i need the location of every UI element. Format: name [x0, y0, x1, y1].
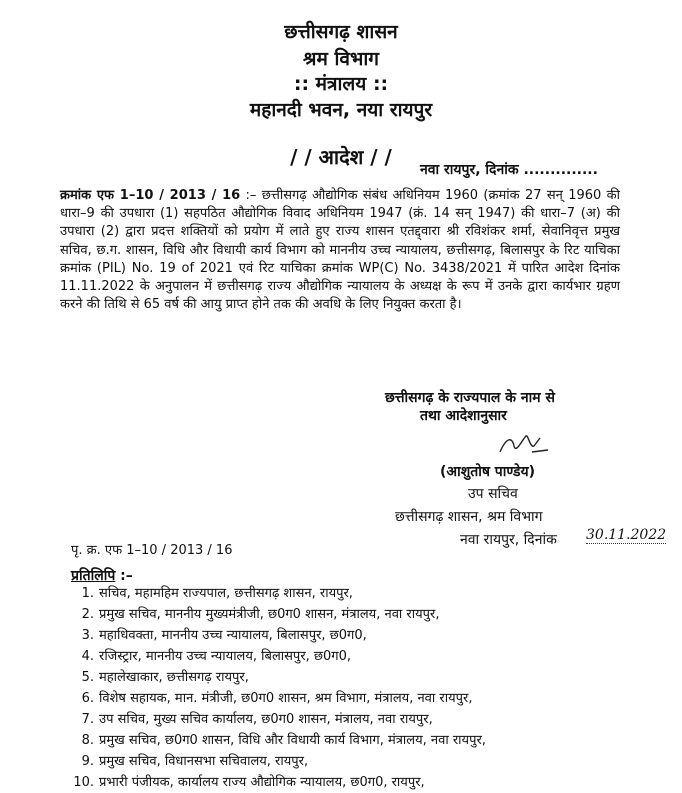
- order-text: :– छत्तीसगढ़ औद्योगिक संबंध अधिनियम 1960 (क्रमांक 27 सन् 1960 की धारा–9 की उपधारा (1) सहपठित औद्योगिक विवाद अधिनियम 1947 (क्रं. 14 सन् 1947) की धारा–7 (अ) की उपधारा (2) द्वारा प्रदत्त शक्तियों को प्रयोग में लाते हुए राज्य शासन एतद्द्वारा श्री रविशंकर शर्मा, सेवानिवृत्त प्रमुख सचिव, छ.ग. शासन, विधि और विधायी कार्य विभाग को माननीय उच्च न्यायालय, छत्तीसगढ़, बिलासपुर के रिट याचिका क्रमांक (PIL) No. 19 of 2021 एवं रिट याचिका क्रमांक WP(C) No. 3438/2021 में पारित आदेश दिनांक 11.11.2022 के अनुपालन में छत्तीसगढ़ राज्य औद्योगिक न्यायालय के अध्यक्ष के रूप में उनके द्वारा कार्यभार ग्रहण करने की तिथि से 65 वर्ष की आयु प्राप्त होने तक की अवधि के लिए नियुक्त करता है।: [60, 188, 620, 313]
- item-text: महालेखाकार, छत्तीसगढ़ रायपुर,: [99, 670, 249, 685]
- item-number: 10.: [73, 775, 94, 790]
- item-number: 8.: [81, 733, 94, 748]
- copy-to-suffix: :–: [115, 568, 133, 584]
- copy-recipient-list: [72, 583, 672, 793]
- item-text: विशेष सहायक, मान. मंत्रीजी, छ0ग0 शासन, श्रम विभाग, मंत्रालय, नवा रायपुर,: [99, 691, 473, 706]
- copy-reference: पृ. क्र. एफ 1–10 / 2013 / 16: [71, 543, 233, 558]
- item-text: महाधिवक्ता, माननीय उच्च न्यायालय, बिलासपुर, छ0ग0,: [99, 628, 367, 643]
- item-text: रजिस्ट्रार, माननीय उच्च न्यायालय, बिलासपुर, छ0ग0,: [99, 649, 352, 664]
- list-item: [72, 751, 672, 772]
- item-number: 4.: [81, 649, 94, 664]
- order-title: / / आदेश / /: [290, 145, 392, 169]
- handwritten-signature: [496, 430, 556, 460]
- list-item: [72, 646, 672, 667]
- copy-to-label: प्रतिलिपि: [71, 568, 116, 584]
- item-number: 9.: [81, 754, 94, 769]
- list-item: [72, 730, 672, 751]
- item-text: प्रमुख सचिव, छ0ग0 शासन, विधि और विधायी कार्य विभाग, मंत्रालय, नवा रायपुर,: [99, 733, 486, 748]
- list-item: [72, 604, 672, 625]
- item-text: प्रमुख सचिव, विधानसभा सचिवालय, रायपुर,: [99, 754, 309, 769]
- signature-authority-line: छत्तीसगढ़ के राज्यपाल के नाम से: [385, 390, 555, 406]
- header-department: श्रम विभाग: [303, 48, 379, 70]
- list-item: [72, 583, 672, 604]
- header-government: छत्तीसगढ़ शासन: [284, 21, 398, 43]
- signatory-name: (आशुतोष पाण्डेय): [440, 464, 536, 480]
- item-text: सचिव, महामहिम राज्यपाल, छत्तीसगढ़ शासन, रायपुर,: [99, 586, 353, 601]
- signature-date-value: 30.11.2022: [586, 527, 667, 543]
- header-address: महानदी भवन, नया रायपुर: [249, 99, 433, 121]
- list-item: [72, 772, 672, 793]
- list-item: [72, 625, 672, 646]
- signatory-department: छत्तीसगढ़ शासन, श्रम विभाग: [395, 509, 543, 525]
- item-text: प्रभारी पंजीयक, कार्यालय राज्य औद्योगिक न्यायालय, छ0ग0, रायपुर,: [99, 775, 425, 790]
- order-date-line: नवा रायपुर, दिनांक ..............: [420, 162, 598, 178]
- item-number: 6.: [81, 691, 94, 706]
- item-number: 3.: [81, 628, 94, 643]
- signatory-designation: उप सचिव: [468, 486, 518, 502]
- item-number: 5.: [81, 670, 94, 685]
- list-item: [72, 667, 672, 688]
- item-number: 2.: [81, 607, 94, 622]
- order-body: [60, 187, 620, 314]
- item-text: उप सचिव, मुख्य सचिव कार्यालय, छ0ग0 शासन, मंत्रालय, नवा रायपुर,: [99, 712, 433, 727]
- item-text: प्रमुख सचिव, माननीय मुख्यमंत्रीजी, छ0ग0 शासन, मंत्रालय, नवा रायपुर,: [99, 607, 440, 622]
- header-ministry: :: मंत्रालय ::: [293, 73, 389, 95]
- signature-order-line: तथा आदेशानुसार: [420, 408, 507, 424]
- item-number: 1.: [81, 586, 94, 601]
- list-item: [72, 709, 672, 730]
- order-reference: क्रमांक एफ 1–10 / 2013 / 16: [60, 188, 241, 203]
- signature-date-label: नवा रायपुर, दिनांक: [460, 532, 557, 548]
- item-number: 7.: [81, 712, 94, 727]
- list-item: [72, 688, 672, 709]
